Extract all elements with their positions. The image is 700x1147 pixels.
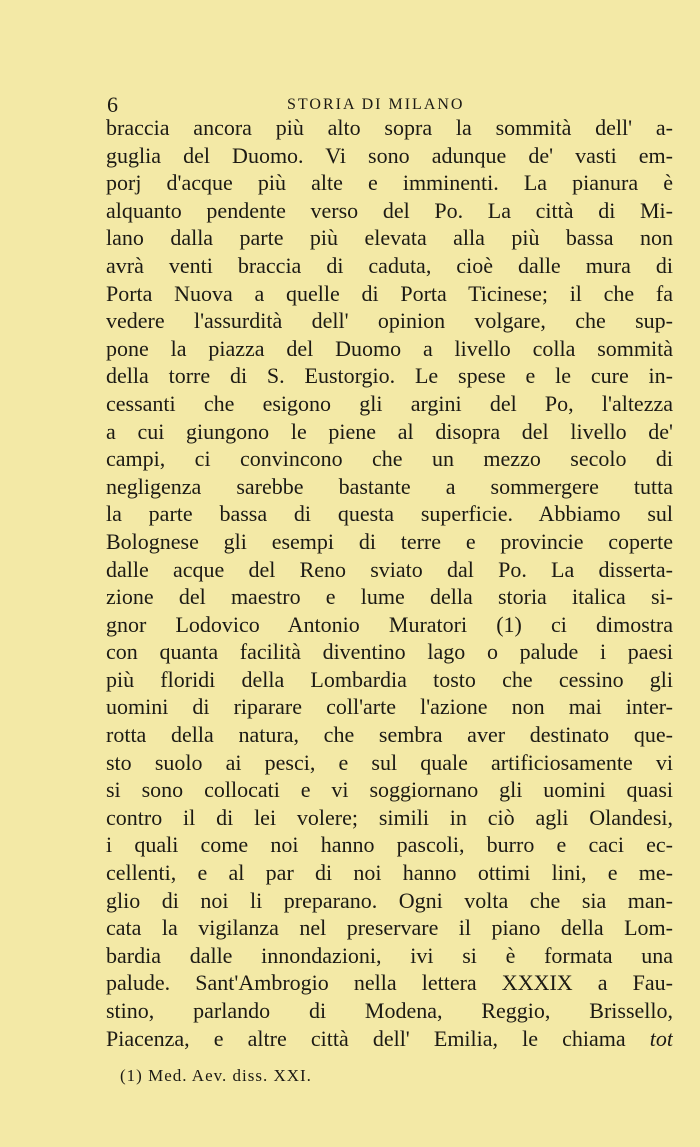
text-line: gnor Lodovico Antonio Muratori (1) ci dimostra [106, 611, 673, 637]
text-line: avrà venti braccia di caduta, cioè dalle mura di [106, 252, 673, 278]
text-line: si sono collocati e vi soggiornano gli uomini quasi [106, 777, 673, 803]
text-line: alquanto pendente verso del Po. La città di Mi- [106, 197, 673, 223]
text-line: stino, parlando di Modena, Reggio, Brissello, [106, 998, 673, 1023]
text-line: campi, ci convincono che un mezzo secolo di [106, 446, 673, 472]
running-head: STORIA DI MILANO [287, 96, 465, 113]
text-line: sto suolo ai pesci, e sul quale artificiosamente vi [106, 749, 673, 775]
text-line: glio di noi li preparano. Ogni volta che sia man- [106, 887, 673, 913]
text-line: bardia dalle innondazioni, ivi si è formata una [106, 942, 673, 968]
page-number: 6 [107, 92, 118, 117]
text-line: rotta della natura, che sembra aver destinato que- [106, 722, 673, 748]
text-line: Bolognese gli esempi di terre e provincie coperte [106, 528, 673, 554]
text-line: a cui giungono le piene al disopra del livello de' [106, 418, 673, 444]
text-line: cata la vigilanza nel preservare il piano della Lom- [106, 915, 673, 941]
text-line: cessanti che esigono gli argini del Po, l'altezza [106, 390, 673, 416]
text-line: braccia ancora più alto sopra la sommità dell' a- [106, 115, 673, 140]
text-line: Piacenza, e altre città dell' Emilia, le chiama tot [106, 1025, 673, 1051]
text-line: i quali come noi hanno pascoli, burro e caci ec- [106, 832, 673, 858]
footnote: (1) Med. Aev. diss. XXI. [120, 1066, 312, 1085]
text-line: la parte bassa di questa superficie. Abbiamo sul [106, 501, 673, 527]
text-line: vedere l'assurdità dell' opinion volgare, che sup- [106, 308, 673, 334]
text-line: cellenti, e al par di noi hanno ottimi lini, e me- [106, 860, 673, 886]
text-line: della torre di S. Eustorgio. Le spese e le cure in- [106, 363, 673, 389]
text-line: zione del maestro e lume della storia italica si- [106, 584, 673, 610]
body-text [106, 114, 673, 1052]
text-line: Porta Nuova a quelle di Porta Ticinese; il che fa [106, 280, 673, 306]
text-line: negligenza sarebbe bastante a sommergere tutta [106, 473, 673, 499]
text-line: uomini di riparare coll'arte l'azione non mai inter- [106, 694, 673, 720]
text-line: dalle acque del Reno sviato dal Po. La disserta- [106, 556, 673, 582]
text-line: più floridi della Lombardia tosto che cessino gli [106, 666, 673, 692]
text-line: porj d'acque più alte e imminenti. La pianura è [106, 170, 673, 196]
text-line: contro il di lei volere; simili in ciò agli Olandesi, [106, 804, 673, 830]
text-line: palude. Sant'Ambrogio nella lettera XXXIX a Fau- [106, 970, 673, 996]
text-line: lano dalla parte più elevata alla più bassa non [106, 225, 673, 251]
text-line: guglia del Duomo. Vi sono adunque de' vasti em- [106, 142, 673, 168]
text-line: con quanta facilità diventino lago o palude i paesi [106, 639, 673, 665]
text-line: pone la piazza del Duomo a livello colla sommità [106, 335, 673, 361]
